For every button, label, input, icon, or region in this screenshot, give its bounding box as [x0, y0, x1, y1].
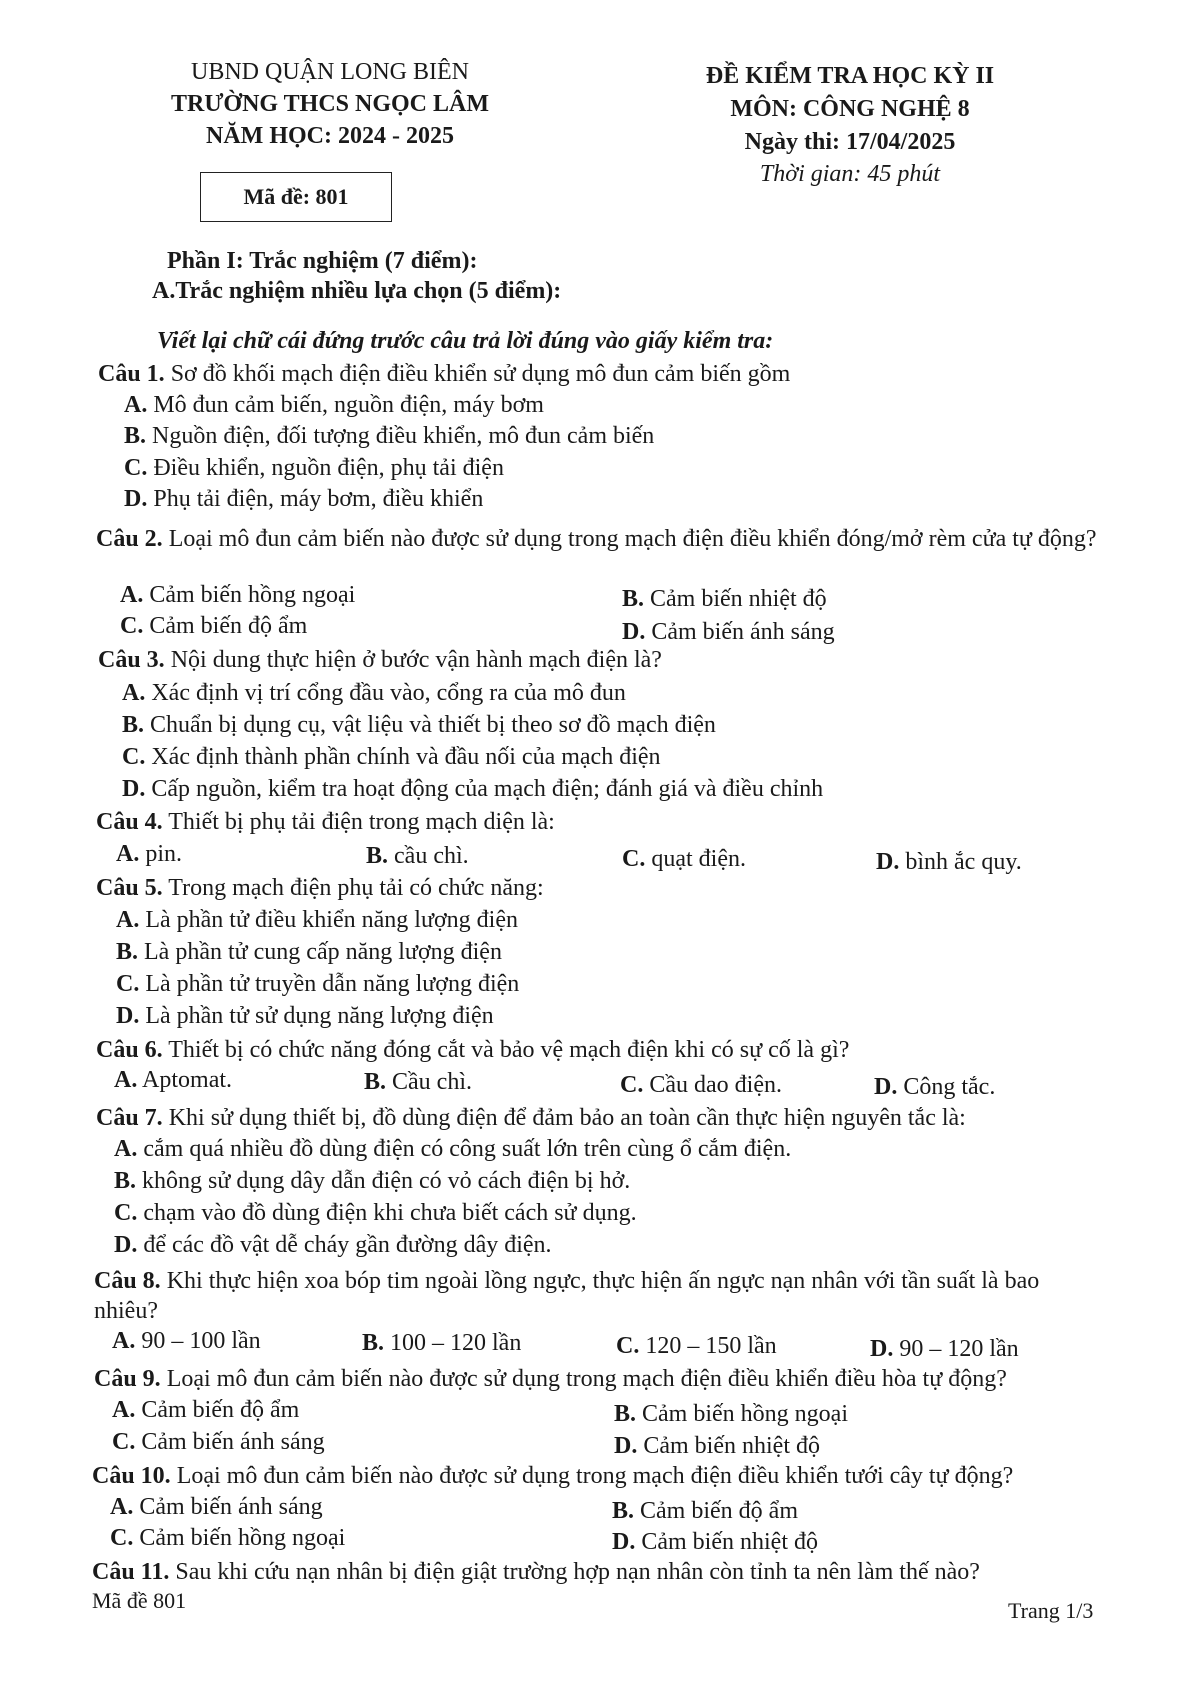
question: [98, 360, 1102, 389]
option-letter: D.: [614, 1433, 638, 1459]
option: [120, 581, 355, 610]
option: [124, 422, 654, 451]
option: [612, 1528, 818, 1557]
option-letter: A.: [114, 1136, 138, 1162]
question-text: Khi sử dụng thiết bị, đồ dùng điện để đảm bảo an toàn cần thực hiện nguyên tắc là:: [168, 1105, 966, 1131]
option-text: Chuẩn bị dụng cụ, vật liệu và thiết bị theo sơ đồ mạch điện: [150, 712, 716, 738]
option: [622, 845, 746, 874]
school-year: NĂM HỌC: 2024 - 2025: [206, 123, 454, 149]
option-letter: D.: [622, 619, 646, 645]
option: [114, 1135, 791, 1164]
option: [874, 1073, 995, 1102]
question: [98, 646, 1102, 675]
option-letter: C.: [110, 1525, 134, 1551]
school-header: [120, 56, 540, 152]
option: [616, 1332, 777, 1361]
option-letter: B.: [614, 1401, 637, 1427]
option-text: Cảm biến hồng ngoại: [139, 1525, 346, 1551]
option-letter: D.: [876, 849, 900, 875]
question-text: Thiết bị phụ tải điện trong mạch diện là:: [168, 809, 555, 835]
option: [622, 585, 827, 614]
option-letter: D.: [116, 1003, 140, 1029]
option-text: cầu chì.: [394, 843, 469, 869]
question-text: Loại mô đun cảm biến nào được sử dụng trong mạch điện điều khiển tưới cây tự động?: [176, 1463, 1014, 1489]
option: [124, 391, 544, 420]
option-letter: D.: [612, 1529, 636, 1555]
question: [92, 1558, 1102, 1587]
exam-duration: Thời gian: 45 phút: [759, 161, 941, 187]
option-letter: C.: [620, 1072, 644, 1098]
option: [116, 970, 519, 999]
option-text: Cảm biến hồng ngoại: [149, 582, 356, 608]
option: [114, 1231, 552, 1260]
exam-code-box: Mã đề: 801: [200, 172, 392, 222]
option-letter: A.: [110, 1494, 134, 1520]
option: [116, 1002, 494, 1031]
option: [112, 1396, 299, 1425]
question: [96, 808, 1102, 837]
option-letter: C.: [120, 613, 144, 639]
option: [110, 1493, 323, 1522]
option-text: Phụ tải điện, máy bơm, điều khiển: [153, 486, 484, 512]
district-name: UBND QUẬN LONG BIÊN: [191, 59, 469, 85]
option-text: pin.: [145, 841, 183, 867]
option-text: Là phần tử sử dụng năng lượng điện: [145, 1003, 494, 1029]
option: [362, 1329, 521, 1358]
part-heading: Phần I: Trắc nghiệm (7 điểm):: [167, 248, 478, 274]
option: [876, 848, 1022, 877]
option: [112, 1327, 261, 1356]
option: [122, 679, 626, 708]
option: [114, 1167, 630, 1196]
option-letter: C.: [116, 971, 140, 997]
exam-subject: MÔN: CÔNG NGHỆ 8: [730, 96, 970, 122]
footer-exam-code: Mã đề 801: [92, 1588, 187, 1613]
option: [122, 775, 823, 804]
option-text: Cảm biến hồng ngoại: [642, 1401, 848, 1427]
question-text: Loại mô đun cảm biến nào được sử dụng trong mạch điện điều khiển đóng/mở rèm cửa tự động?: [168, 526, 1097, 552]
option-letter: A.: [122, 680, 146, 706]
option-text: Là phần tử cung cấp năng lượng điện: [144, 939, 502, 965]
option: [614, 1432, 820, 1461]
option: [116, 938, 502, 967]
option-text: Cảm biến nhiệt độ: [650, 586, 827, 612]
question-text: Khi thực hiện xoa bóp tim ngoài lồng ngực, thực hiện ấn ngực nạn nhân với tần suất là bao nhiêu?: [94, 1268, 1040, 1324]
option-letter: A.: [124, 392, 148, 418]
option: [612, 1497, 798, 1526]
option-letter: C.: [114, 1200, 138, 1226]
option: [366, 842, 469, 871]
option-text: Công tắc.: [903, 1074, 996, 1100]
option-text: để các đồ vật dễ cháy gần đường dây điện.: [143, 1232, 552, 1258]
option: [124, 454, 504, 483]
option-text: chạm vào đồ dùng điện khi chưa biết cách sử dụng.: [143, 1200, 637, 1226]
option-letter: B.: [622, 586, 645, 612]
question-text: Sau khi cứu nạn nhân bị điện giật trường hợp nạn nhân còn tỉnh ta nên làm thế nào?: [175, 1559, 980, 1585]
option-text: không sử dụng dây dẫn điện có vỏ cách điện bị hở.: [142, 1168, 631, 1194]
option-letter: C.: [112, 1429, 136, 1455]
subsection-heading: A.Trắc nghiệm nhiều lựa chọn (5 điểm):: [152, 278, 562, 304]
option-text: 90 – 100 lần: [141, 1328, 261, 1354]
option: [622, 618, 835, 647]
question-label: Câu 10.: [92, 1463, 171, 1489]
option-text: Cấp nguồn, kiểm tra hoạt động của mạch điện; đánh giá và điều chỉnh: [151, 776, 824, 802]
option-letter: D.: [874, 1074, 898, 1100]
option-text: bình ắc quy.: [905, 849, 1022, 875]
option-letter: B.: [364, 1069, 387, 1095]
option-letter: B.: [116, 939, 139, 965]
question-text: Nội dung thực hiện ở bước vận hành mạch điện là?: [170, 647, 662, 673]
question-label: Câu 11.: [92, 1559, 170, 1585]
option-letter: C.: [622, 846, 646, 872]
option-text: Cảm biến độ ẩm: [149, 613, 308, 639]
option: [870, 1335, 1019, 1364]
option-text: quạt điện.: [651, 846, 746, 872]
question-label: Câu 9.: [94, 1366, 161, 1392]
option-letter: A.: [112, 1328, 136, 1354]
question: [96, 524, 1102, 554]
option-letter: B.: [114, 1168, 137, 1194]
option-text: Cầu chì.: [392, 1069, 472, 1095]
option-letter: D.: [870, 1336, 894, 1362]
question: [94, 1266, 1102, 1326]
question-label: Câu 5.: [96, 875, 163, 901]
question-label: Câu 4.: [96, 809, 163, 835]
option: [364, 1068, 472, 1097]
question: [92, 1462, 1102, 1491]
option: [114, 1066, 232, 1095]
option-letter: C.: [124, 455, 148, 481]
question: [96, 874, 1102, 903]
option-text: 120 – 150 lần: [645, 1333, 777, 1359]
option-text: 100 – 120 lần: [390, 1330, 522, 1356]
option: [116, 840, 182, 869]
option: [114, 1199, 637, 1228]
option-letter: A.: [112, 1397, 136, 1423]
exam-header: [630, 60, 1070, 189]
option-text: Cảm biến ánh sáng: [141, 1429, 325, 1455]
option: [110, 1524, 345, 1553]
option-letter: D.: [114, 1232, 138, 1258]
option-letter: B.: [122, 712, 145, 738]
option-letter: D.: [122, 776, 146, 802]
option: [120, 612, 307, 641]
option-letter: B.: [362, 1330, 385, 1356]
option-text: Nguồn điện, đối tượng điều khiển, mô đun cảm biến: [152, 423, 655, 449]
option-letter: B.: [366, 843, 389, 869]
option: [112, 1428, 325, 1457]
option: [116, 906, 518, 935]
question: [96, 1036, 1102, 1065]
option-text: Mô đun cảm biến, nguồn điện, máy bơm: [153, 392, 544, 418]
question-text: Trong mạch điện phụ tải có chức năng:: [168, 875, 544, 901]
page-number: Trang 1/3: [1008, 1598, 1094, 1623]
question-text: Loại mô đun cảm biến nào được sử dụng trong mạch điện điều khiển điều hòa tự động?: [166, 1366, 1007, 1392]
option-letter: C.: [122, 744, 146, 770]
question: [96, 1104, 1102, 1133]
option-letter: C.: [616, 1333, 640, 1359]
question-text: Sơ đồ khối mạch điện điều khiển sử dụng mô đun cảm biến gồm: [170, 361, 791, 387]
question-label: Câu 6.: [96, 1037, 163, 1063]
option-letter: A.: [120, 582, 144, 608]
option: [124, 485, 483, 514]
option-text: Cầu dao điện.: [649, 1072, 782, 1098]
option-text: Điều khiển, nguồn điện, phụ tải điện: [153, 455, 504, 481]
option-letter: D.: [124, 486, 148, 512]
option-letter: A.: [114, 1067, 138, 1093]
option: [122, 711, 716, 740]
question-label: Câu 7.: [96, 1105, 163, 1131]
option-text: Cảm biến nhiệt độ: [641, 1529, 818, 1555]
option-letter: B.: [612, 1498, 635, 1524]
option-text: Xác định thành phần chính và đầu nối của mạch điện: [151, 744, 661, 770]
question-label: Câu 1.: [98, 361, 165, 387]
option: [122, 743, 661, 772]
option-letter: B.: [124, 423, 147, 449]
option-text: Xác định vị trí cổng đầu vào, cổng ra của mô đun: [151, 680, 626, 706]
question-text: Thiết bị có chức năng đóng cắt và bảo vệ mạch điện khi có sự cố là gì?: [168, 1037, 850, 1063]
option-text: Cảm biến nhiệt độ: [643, 1433, 820, 1459]
option-letter: A.: [116, 907, 140, 933]
option-text: Là phần tử điều khiển năng lượng điện: [145, 907, 518, 933]
option: [620, 1071, 782, 1100]
question-label: Câu 8.: [94, 1268, 161, 1294]
option-text: Là phần tử truyền dẫn năng lượng điện: [145, 971, 520, 997]
option-text: Cảm biến ánh sáng: [651, 619, 835, 645]
instruction: Viết lại chữ cái đứng trước câu trả lời đúng vào giấy kiểm tra:: [157, 328, 774, 354]
option-text: Cảm biến độ ẩm: [640, 1498, 798, 1524]
option-text: Cảm biến ánh sáng: [139, 1494, 323, 1520]
option-text: cắm quá nhiều đồ dùng điện có công suất lớn trên cùng ổ cắm điện.: [143, 1136, 792, 1162]
school-name: TRƯỜNG THCS NGỌC LÂM: [170, 91, 490, 117]
exam-title: ĐỀ KIỂM TRA HỌC KỲ II: [705, 63, 995, 89]
question: [94, 1365, 1102, 1394]
option-letter: A.: [116, 841, 140, 867]
option: [614, 1400, 848, 1429]
question-label: Câu 3.: [98, 647, 165, 673]
option-text: 90 – 120 lần: [899, 1336, 1019, 1362]
question-label: Câu 2.: [96, 526, 163, 552]
exam-date: Ngày thi: 17/04/2025: [744, 129, 956, 155]
option-text: Cảm biến độ ẩm: [141, 1397, 300, 1423]
option-text: Aptomat.: [142, 1067, 233, 1093]
